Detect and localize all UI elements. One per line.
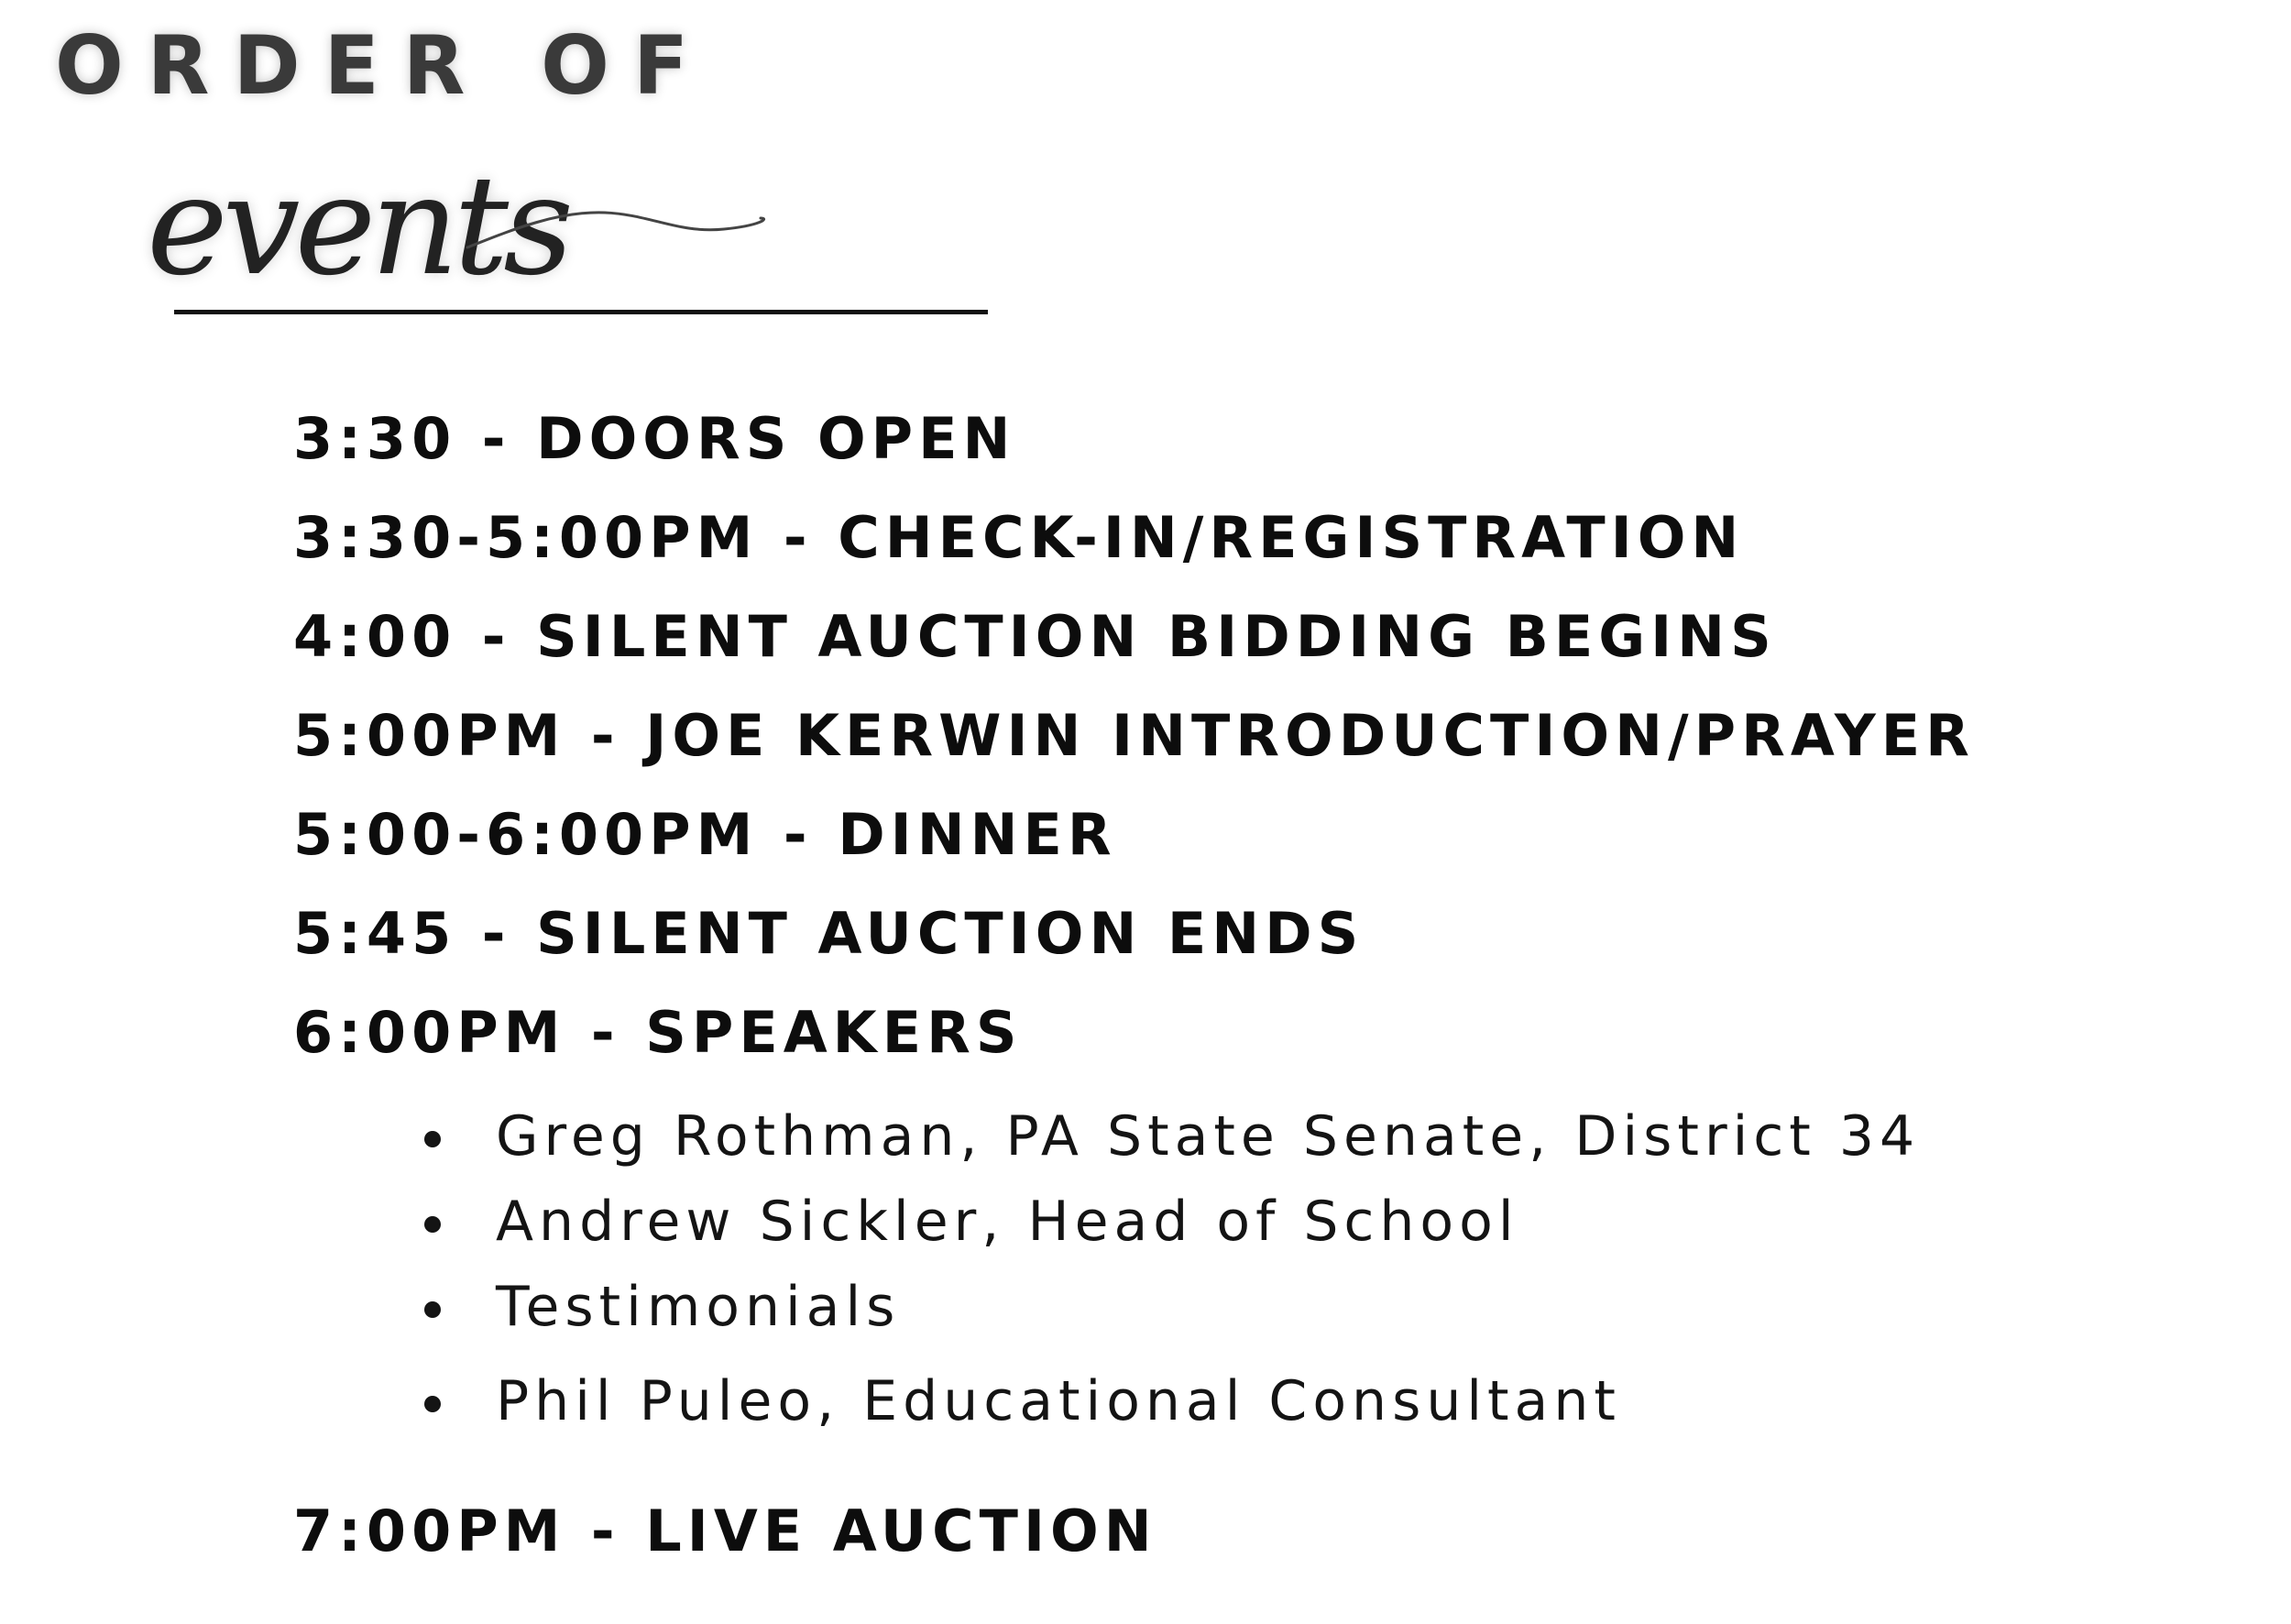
bullet-icon xyxy=(424,1396,441,1412)
schedule-item-silent-auction-ends: 5:45 - SILENT AUCTION ENDS xyxy=(293,900,1365,967)
schedule-item-live-auction: 7:00PM - LIVE AUCTION xyxy=(293,1498,1157,1564)
schedule-item-silent-auction-begins: 4:00 - SILENT AUCTION BIDDING BEGINS xyxy=(293,603,1777,670)
header-underline xyxy=(174,310,988,314)
speaker-item xyxy=(417,1369,1920,1433)
speaker-item xyxy=(417,1190,1920,1254)
title-script-events: events xyxy=(147,147,569,306)
bullet-icon xyxy=(424,1301,441,1318)
schedule-item-speakers: 6:00PM - SPEAKERS xyxy=(293,999,1023,1066)
speaker-item xyxy=(417,1275,1920,1339)
schedule-item-dinner: 5:00-6:00PM - DINNER xyxy=(293,801,1117,868)
bullet-icon xyxy=(424,1216,441,1233)
title-order-of: ORDER OF xyxy=(55,18,713,113)
schedule-item-introduction-prayer: 5:00PM - JOE KERWIN INTRODUCTION/PRAYER xyxy=(293,702,1975,769)
speaker-text: Testimonials xyxy=(496,1275,901,1339)
schedule-item-check-in: 3:30-5:00PM - CHECK-IN/REGISTRATION xyxy=(293,504,1745,571)
bullet-icon xyxy=(424,1131,441,1147)
speaker-text: Andrew Sickler, Head of School xyxy=(496,1190,1519,1254)
speaker-list xyxy=(417,1104,1921,1433)
script-swash-decoration xyxy=(128,110,770,330)
schedule-list xyxy=(293,390,1975,1082)
speaker-text: Phil Puleo, Educational Consultant xyxy=(496,1369,1621,1433)
title-script-block xyxy=(128,110,770,330)
speaker-item xyxy=(417,1104,1921,1169)
schedule-item-doors-open: 3:30 - DOORS OPEN xyxy=(293,405,1016,472)
speaker-text: Greg Rothman, PA State Senate, District 34 xyxy=(496,1104,1921,1169)
